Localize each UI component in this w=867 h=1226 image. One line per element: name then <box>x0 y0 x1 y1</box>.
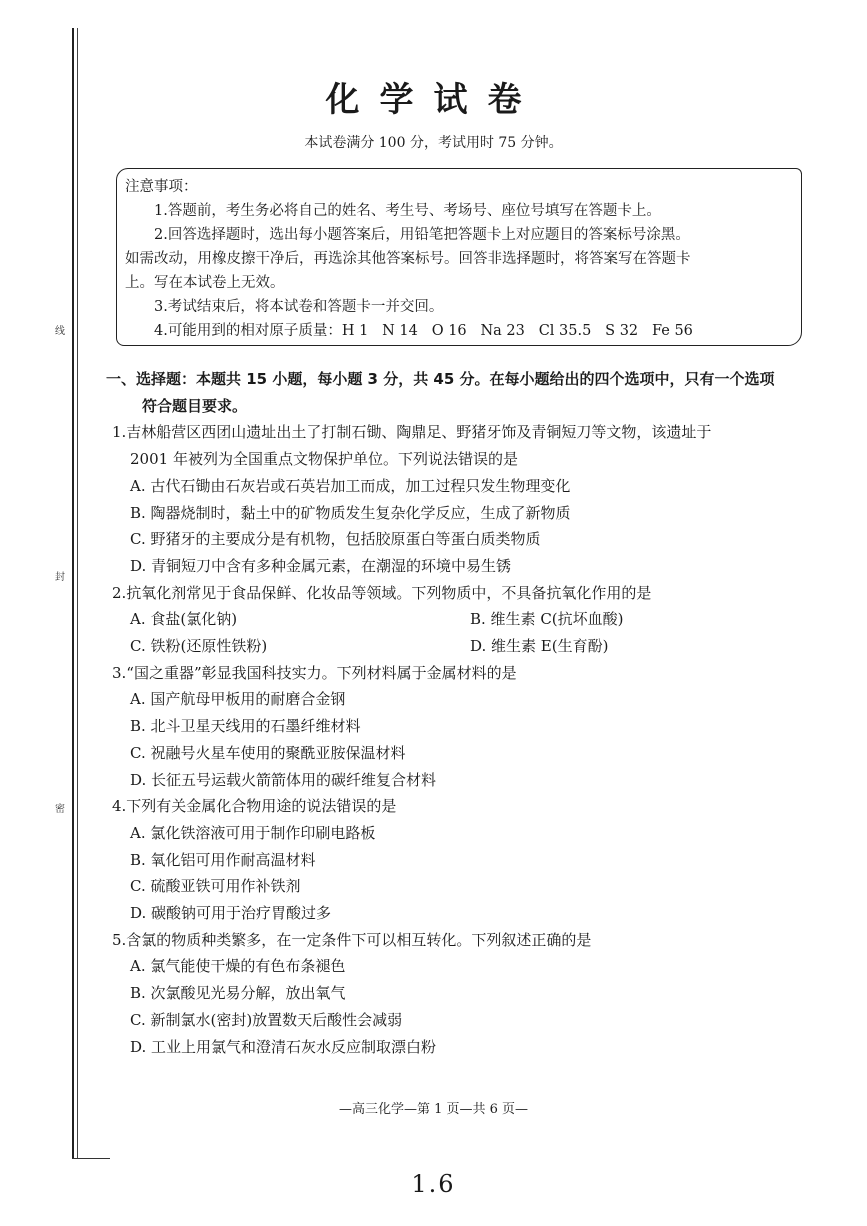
notice-item-2: 2.回答选择题时，选出每小题答案后，用铅笔把答题卡上对应题目的答案标号涂黑。 <box>154 227 690 243</box>
exam-info: 本试卷满分 100 分，考试用时 75 分钟。 <box>304 135 563 151</box>
question-4-stem: 4.下列有关金属化合物用途的说法错误的是 <box>112 797 397 816</box>
binding-margin-line-inner <box>77 28 78 1158</box>
question-4-option-b: B. 氧化铝可用作耐高温材料 <box>130 850 316 869</box>
question-3-option-c: C. 祝融号火星车使用的聚酰亚胺保温材料 <box>130 743 406 762</box>
notice-item-4: 4.可能用到的相对原子质量：H 1 N 14 O 16 Na 23 Cl 35.5 S 32 Fe 56 <box>154 323 693 339</box>
notice-item-2-end: 上。写在本试卷上无效。 <box>125 275 285 291</box>
question-5-stem: 5.含氯的物质种类繁多，在一定条件下可以相互转化。下列叙述正确的是 <box>112 930 592 949</box>
question-5-option-b: B. 次氯酸见光易分解，放出氧气 <box>130 984 346 1003</box>
question-3-option-b: B. 北斗卫星天线用的石墨纤维材料 <box>130 717 361 736</box>
binding-margin-line <box>72 28 74 1158</box>
page-footer: —高三化学—第 1 页—共 6 页— <box>338 1102 529 1117</box>
question-2-options-row-1 <box>112 606 812 633</box>
question-2-stem: 2.抗氧化剂常见于食品保鲜、化妆品等领域。下列物质中，不具备抗氧化作用的是 <box>112 583 652 602</box>
question-4-option-c: C. 硫酸亚铁可用作补铁剂 <box>130 877 301 896</box>
question-5-option-c: C. 新制氯水(密封)放置数天后酸性会减弱 <box>130 1010 403 1029</box>
notice-item-3: 3.考试结束后，将本试卷和答题卡一并交回。 <box>154 299 444 315</box>
question-2-option-d: D. 维生素 E(生育酚) <box>470 637 609 656</box>
binding-margin-foot <box>72 1158 110 1159</box>
notice-heading: 注意事项： <box>125 179 198 195</box>
notice-box <box>116 168 802 346</box>
question-5-option-d: D. 工业上用氯气和澄清石灰水反应制取漂白粉 <box>130 1037 437 1056</box>
margin-char-feng: 封 <box>55 572 65 583</box>
question-2-options-row-2 <box>112 633 812 660</box>
question-2-option-a: A. 食盐(氯化钠) <box>130 610 238 629</box>
question-2-option-b: B. 维生素 C(抗坏血酸) <box>470 610 624 629</box>
question-1-stem-cont: 2001 年被列为全国重点文物保护单位。下列说法错误的是 <box>130 450 518 469</box>
notice-item-1: 1.答题前，考生务必将自己的姓名、考生号、考场号、座位号填写在答题卡上。 <box>154 203 661 219</box>
section-heading-cont: 符合题目要求。 <box>142 396 248 415</box>
margin-char-mi: 密 <box>55 804 65 815</box>
question-1-option-c: C. 野猪牙的主要成分是有机物，包括胶原蛋白等蛋白质类物质 <box>130 530 541 549</box>
question-1-option-d: D. 青铜短刀中含有多种金属元素，在潮湿的环境中易生锈 <box>130 556 512 575</box>
question-1-stem: 1.吉林船营区西团山遗址出土了打制石锄、陶鼎足、野猪牙饰及青铜短刀等文物，该遗址于 <box>112 423 712 442</box>
question-5-option-a: A. 氯气能使干燥的有色布条褪色 <box>130 957 346 976</box>
question-4-option-a: A. 氯化铁溶液可用于制作印刷电路板 <box>130 823 376 842</box>
question-1-option-b: B. 陶器烧制时，黏土中的矿物质发生复杂化学反应，生成了新物质 <box>130 503 571 522</box>
handwritten-page-mark: 1.6 <box>411 1170 456 1198</box>
question-3-stem: 3.“国之重器”彰显我国科技实力。下列材料属于金属材料的是 <box>112 663 517 682</box>
question-2-option-c: C. 铁粉(还原性铁粉) <box>130 637 268 656</box>
question-1-option-a: A. 古代石锄由石灰岩或石英岩加工而成，加工过程只发生物理变化 <box>130 476 571 495</box>
question-content <box>106 366 812 1060</box>
margin-char-xian: 线 <box>55 326 65 337</box>
question-3-option-a: A. 国产航母甲板用的耐磨合金钢 <box>130 690 346 709</box>
question-4-option-d: D. 碳酸钠可用于治疗胃酸过多 <box>130 904 332 923</box>
page-title: 化学试卷 <box>325 80 542 120</box>
section-heading: 一、选择题：本题共 15 小题，每小题 3 分，共 45 分。在每小题给出的四个选项中，只有一个选项 <box>106 370 775 388</box>
question-3-option-d: D. 长征五号运载火箭箭体用的碳纤维复合材料 <box>130 770 437 789</box>
notice-item-2-cont: 如需改动，用橡皮擦干净后，再选涂其他答案标号。回答非选择题时，将答案写在答题卡 <box>125 251 691 267</box>
